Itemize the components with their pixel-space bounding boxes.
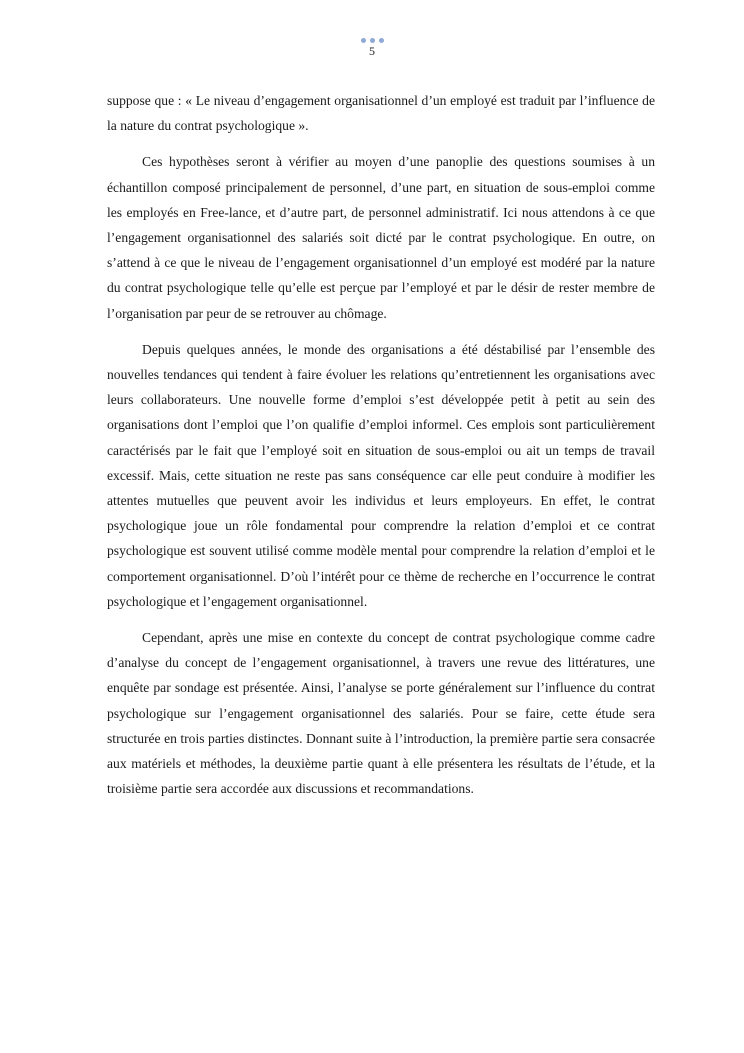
body-text [107, 88, 655, 812]
dot-icon [370, 38, 375, 43]
paragraph-3: Depuis quelques années, le monde des organisations a été déstabilisé par l’ensemble des nouvelles tendances qui tendent à faire évoluer les relations qu’entretiennent les organisations avec leurs collaborateurs. Une nouvelle forme d’emploi s’est développée petit à petit au sein des organisations dont l’emploi que l’on qualifie d’emploi informel. Ces emplois sont particulièrement caractérisés par le fait que l’employé soit en situation de sous-emploi ou ait un temps de travail excessif. Mais, cette situation ne reste pas sans conséquence car elle peut conduire à modifier les attentes mutuelles que peuvent avoir les individus et leurs employeurs. En effet, le contrat psychologique joue un rôle fondamental pour comprendre la relation d’emploi et ce contrat psychologique est souvent utilisé comme modèle mental pour comprendre la relation d’emploi et le comportement organisationnel. D’où l’intérêt pour ce thème de recherche en l’occurrence le contrat psychologique et l’engagement organisationnel. [107, 341, 655, 609]
paragraph-1: suppose que : « Le niveau d’engagement organisationnel d’un employé est traduit par l’influence de la nature du contrat psychologique ». [107, 93, 655, 134]
page-header [0, 38, 744, 58]
paragraph-2: Ces hypothèses seront à vérifier au moyen d’une panoplie des questions soumises à un échantillon composé principalement de personnel, d’une part, en situation de sous-emploi comme les employés en Free-lance, et d’autre part, de personnel administratif. Ici nous attendons à ce que l’engagement organisationnel des salariés soit dicté par le contrat psychologique. En outre, on s’attend à ce que le niveau de l’engagement organisationnel d’un employé est modéré par la nature du contrat psychologique telle qu’elle est perçue par l’employé et par le désir de rester membre de l’organisation par peur de se retrouver au chômage. [107, 154, 655, 321]
dot-icon [379, 38, 384, 43]
paragraph-4: Cependant, après une mise en contexte du concept de contrat psychologique comme cadre d’analyse du concept de l’engagement organisationnel, à travers une revue des littératures, une enquête par sondage est présentée. Ainsi, l’analyse se porte généralement sur l’influence du contrat psychologique sur l’engagement organisationnel des salariés. Pour se faire, cette étude sera structurée en trois parties distinctes. Donnant suite à l’introduction, la première partie sera consacrée aux matériels et méthodes, la deuxième partie quant à elle présentera les résultats de l’étude, et la troisième partie sera accordée aux discussions et recommandations. [107, 630, 655, 797]
page-number: 5 [369, 44, 375, 58]
dot-icon [361, 38, 366, 43]
